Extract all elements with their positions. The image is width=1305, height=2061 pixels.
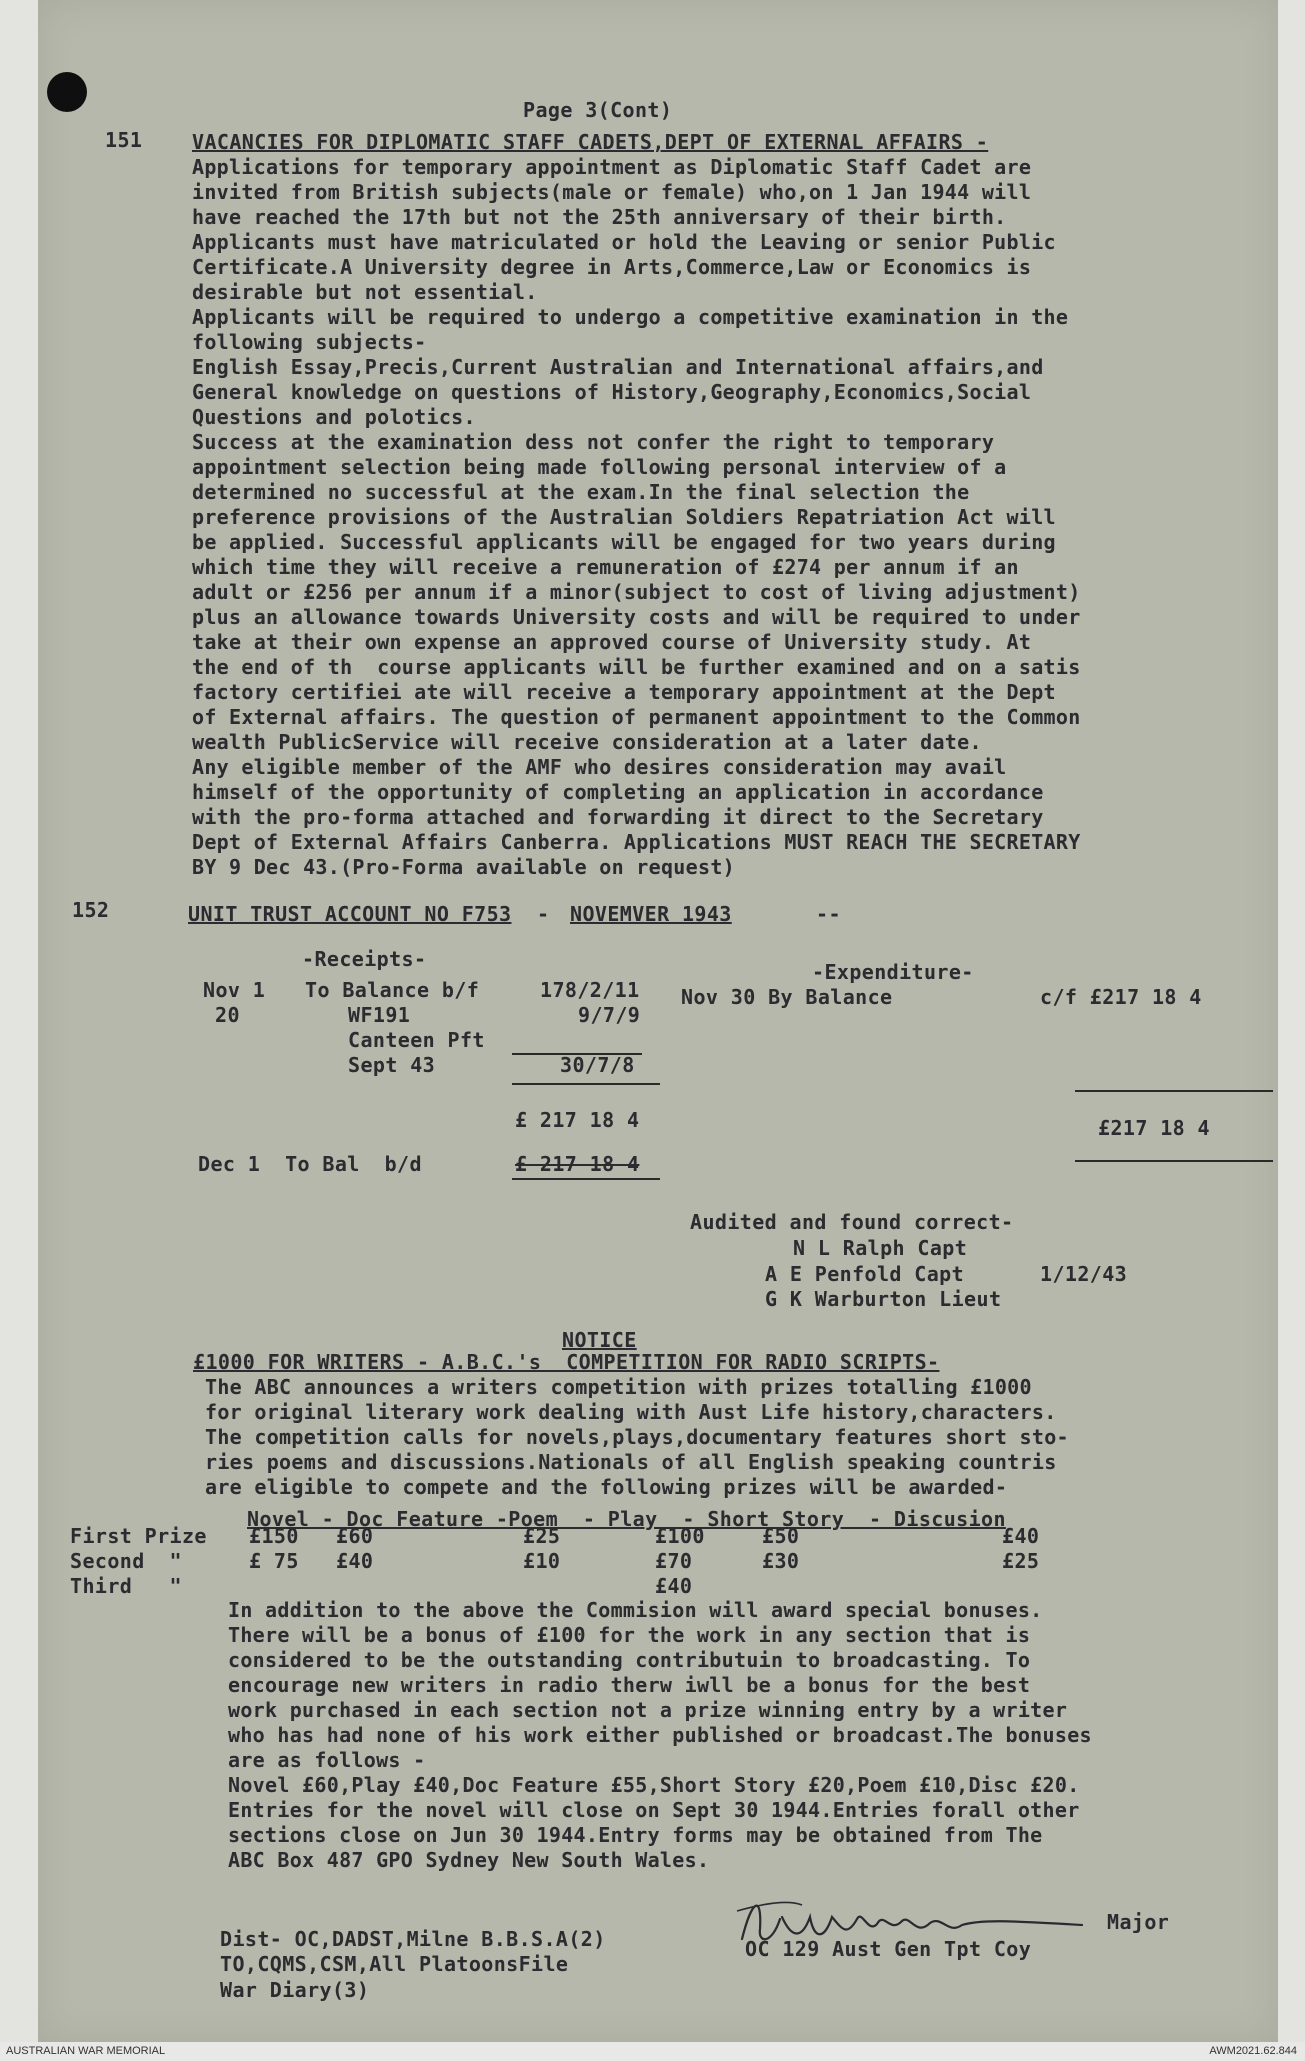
text-line: which time they will receive a remuneration of £274 per annum if an xyxy=(192,555,1019,579)
prize-play: £100 xyxy=(655,1524,705,1548)
notice-title: £1000 FOR WRITERS - A.B.C.'s COMPETITION FOR RADIO SCRIPTS- xyxy=(193,1350,940,1374)
receipt-total: £ 217 18 4 xyxy=(515,1108,640,1132)
december-rule xyxy=(512,1178,660,1180)
trust-account-title: UNIT TRUST ACCOUNT NO F753 xyxy=(188,902,512,926)
text-line: of External affairs. The question of permanent appointment to the Common xyxy=(192,705,1081,729)
footer-left: AUSTRALIAN WAR MEMORIAL xyxy=(6,2045,166,2057)
trust-account-month: NOVEMVER 1943 xyxy=(570,902,732,926)
prize-discussion: £25 xyxy=(1002,1549,1040,1573)
receipt-amount-1: 178/2/11 xyxy=(540,978,640,1002)
december-amount: £ 217 18 4 xyxy=(515,1152,640,1176)
page-header: Page 3(Cont) xyxy=(523,98,673,122)
text-line: wealth PublicService will receive consideration at a later date. xyxy=(192,730,982,754)
expenditure-total: £217 18 4 xyxy=(1098,1116,1210,1140)
text-line: Entries for the novel will close on Sept 30 1944.Entries forall other xyxy=(228,1798,1080,1822)
text-line: The competition calls for novels,plays,documentary features short sto- xyxy=(205,1425,1069,1449)
expenditure-line: Nov 30 By Balance xyxy=(681,985,893,1009)
receipt-date-1: Nov 1 xyxy=(203,978,266,1002)
officer-unit: OC 129 Aust Gen Tpt Coy xyxy=(745,1937,1032,1961)
punch-hole xyxy=(47,72,87,112)
prize-short-story: £30 xyxy=(762,1549,800,1573)
expenditure-header: -Expenditure- xyxy=(812,960,974,984)
officer-rank: Major xyxy=(1107,1910,1170,1934)
text-line: work purchased in each section not a prize winning entry by a writer xyxy=(228,1698,1068,1722)
archive-footer xyxy=(0,2042,1305,2061)
text-line: The ABC announces a writers competition with prizes totalling £1000 xyxy=(205,1375,1032,1399)
item-151-body xyxy=(192,155,1081,880)
distribution-line-3: War Diary(3) xyxy=(220,1978,370,2002)
text-line: plus an allowance towards University costs and will be required to under xyxy=(192,605,1081,629)
notice-body xyxy=(205,1375,1069,1500)
text-line: himself of the opportunity of completing an application in accordance xyxy=(192,780,1044,804)
text-line: Applications for temporary appointment as Diplomatic Staff Cadet are xyxy=(192,155,1032,179)
receipt-item-4: Sept 43 xyxy=(348,1053,436,1077)
expenditure-rule-1 xyxy=(1075,1090,1273,1092)
receipt-rule-2 xyxy=(512,1083,660,1085)
prize-play: £40 xyxy=(655,1574,693,1598)
prize-table-header: Novel - Doc Feature -Poem - Play - Short Story - Discusion xyxy=(247,1507,1006,1531)
text-line: are eligible to compete and the following prizes will be awarded- xyxy=(205,1475,1008,1499)
text-line: appointment selection being made following personal interview of a xyxy=(192,455,1007,479)
text-line: preference provisions of the Australian Soldiers Repatriation Act will xyxy=(192,505,1056,529)
text-line: determined no successful at the exam.In the final selection the xyxy=(192,480,970,504)
auditor-3: G K Warburton Lieut xyxy=(765,1287,1002,1311)
prize-poem: £25 xyxy=(523,1524,561,1548)
text-line: for original literary work dealing with Aust Life history,characters. xyxy=(205,1400,1057,1424)
audit-date: 1/12/43 xyxy=(1040,1262,1128,1286)
text-line: ABC Box 487 GPO Sydney New South Wales. xyxy=(228,1848,710,1872)
prize-play: £70 xyxy=(655,1549,693,1573)
text-line: the end of th course applicants will be further examined and on a satis xyxy=(192,655,1081,679)
auditor-2: A E Penfold Capt xyxy=(765,1262,965,1286)
text-line: BY 9 Dec 43.(Pro-Forma available on request) xyxy=(192,855,736,879)
receipts-header: -Receipts- xyxy=(302,947,427,971)
text-line: with the pro-forma attached and forwarding it direct to the Secretary xyxy=(192,805,1044,829)
text-line: Applicants will be required to undergo a competitive examination in the xyxy=(192,305,1069,329)
prize-label: Second " xyxy=(70,1549,182,1573)
distribution-line-1: Dist- OC,DADST,Milne B.B.S.A(2) xyxy=(220,1927,606,1951)
text-line: Any eligible member of the AMF who desires consideration may avail xyxy=(192,755,1007,779)
text-line: Applicants must have matriculated or hold the Leaving or senior Public xyxy=(192,230,1056,254)
text-line: Dept of External Affairs Canberra. Applications MUST REACH THE SECRETARY xyxy=(192,830,1081,854)
text-line: following subjects- xyxy=(192,330,427,354)
text-line: Success at the examination dess not confer the right to temporary xyxy=(192,430,995,454)
notice-heading: NOTICE xyxy=(562,1328,637,1352)
receipt-item-3: Canteen Pft xyxy=(348,1028,485,1052)
receipt-date-2: 20 xyxy=(215,1003,240,1027)
prize-label: First Prize xyxy=(70,1524,207,1548)
prize-doc-feature: £40 xyxy=(336,1549,374,1573)
text-line: sections close on Jun 30 1944.Entry forms may be obtained from The xyxy=(228,1823,1043,1847)
receipt-item-1: To Balance b/f xyxy=(305,978,480,1002)
text-line: desirable but not essential. xyxy=(192,280,538,304)
text-line: Novel £60,Play £40,Doc Feature £55,Short Story £20,Poem £10,Disc £20. xyxy=(228,1773,1080,1797)
expenditure-rule-2 xyxy=(1075,1160,1273,1162)
text-line: There will be a bonus of £100 for the work in any section that is xyxy=(228,1623,1031,1647)
text-line: invited from British subjects(male or female) who,on 1 Jan 1944 will xyxy=(192,180,1032,204)
text-line: who has had none of his work either published or broadcast.The bonuses xyxy=(228,1723,1092,1747)
item-151-title: VACANCIES FOR DIPLOMATIC STAFF CADETS,DEPT OF EXTERNAL AFFAIRS - xyxy=(192,130,989,154)
text-line: In addition to the above the Commision will award special bonuses. xyxy=(228,1598,1043,1622)
text-line: take at their own expense an approved course of University study. At xyxy=(192,630,1032,654)
footer-right: AWM2021.62.844 xyxy=(1209,2045,1297,2057)
prize-doc-feature: £60 xyxy=(336,1524,374,1548)
trust-account-dash-end: -- xyxy=(816,902,841,926)
bonus-body xyxy=(228,1598,1092,1873)
prize-short-story: £50 xyxy=(762,1524,800,1548)
text-line: ries poems and discussions.Nationals of all English speaking countris xyxy=(205,1450,1057,1474)
auditor-1: N L Ralph Capt xyxy=(793,1236,968,1260)
text-line: Certificate.A University degree in Arts,Commerce,Law or Economics is xyxy=(192,255,1032,279)
text-line: are as follows - xyxy=(228,1748,426,1772)
receipt-amount-2: 9/7/9 xyxy=(578,1003,641,1027)
text-line: factory certifiei ate will receive a temporary appointment at the Dept xyxy=(192,680,1056,704)
december-line: Dec 1 To Bal b/d xyxy=(198,1152,422,1176)
item-number-151: 151 xyxy=(105,128,143,152)
trust-account-dash: - xyxy=(537,902,550,926)
prize-poem: £10 xyxy=(523,1549,561,1573)
prize-label: Third " xyxy=(70,1574,182,1598)
text-line: English Essay,Precis,Current Australian and International affairs,and xyxy=(192,355,1044,379)
text-line: Questions and polotics. xyxy=(192,405,476,429)
audit-title: Audited and found correct- xyxy=(690,1210,1014,1234)
receipt-item-2: WF191 xyxy=(348,1003,411,1027)
text-line: General knowledge on questions of History,Geography,Economics,Social xyxy=(192,380,1032,404)
expenditure-cf: c/f £217 18 4 xyxy=(1040,985,1202,1009)
text-line: considered to be the outstanding contributuin to broadcasting. To xyxy=(228,1648,1031,1672)
text-line: be applied. Successful applicants will be engaged for two years during xyxy=(192,530,1056,554)
text-line: adult or £256 per annum if a minor(subject to cost of living adjustment) xyxy=(192,580,1081,604)
prize-novel: £150 xyxy=(249,1524,299,1548)
receipt-amount-3: 30/7/8 xyxy=(560,1053,635,1077)
text-line: have reached the 17th but not the 25th anniversary of their birth. xyxy=(192,205,1007,229)
distribution-line-2: TO,CQMS,CSM,All PlatoonsFile xyxy=(220,1952,569,1976)
prize-discussion: £40 xyxy=(1002,1524,1040,1548)
text-line: encourage new writers in radio therw iwll be a bonus for the best xyxy=(228,1673,1031,1697)
prize-novel: £ 75 xyxy=(249,1549,299,1573)
item-number-152: 152 xyxy=(72,898,110,922)
